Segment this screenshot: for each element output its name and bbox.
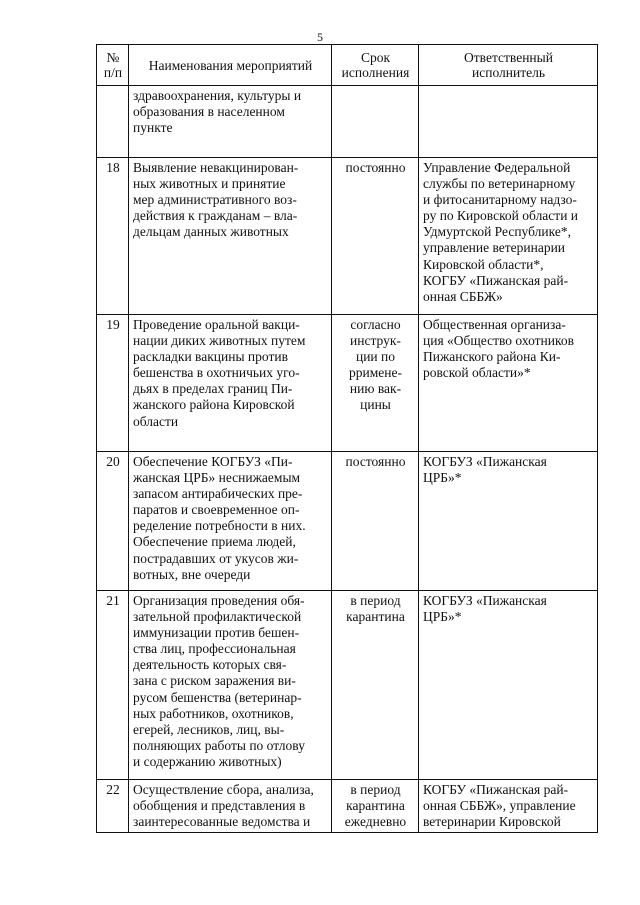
- table-row: [97, 780, 598, 833]
- row-term: в период карантина: [332, 591, 419, 780]
- row-name: здравоохранения, культуры и образования в населенном пункте: [129, 86, 332, 158]
- row-num: 20: [97, 452, 129, 591]
- row-responsible: [419, 86, 598, 158]
- row-term: согласно инструк- ции по pримене- нию вак- цины: [332, 315, 419, 452]
- table-row: [97, 158, 598, 315]
- row-responsible: Управление Федеральной службы по ветеринарному и фитосанитарному надзо- ру по Кировской области и Удмуртской Республике*, управление ветеринарии Кировской области*, КОГБУ «Пижанская рай- онная СББЖ»: [419, 158, 598, 315]
- table-row: [97, 452, 598, 591]
- row-num: [97, 86, 129, 158]
- row-name: Обеспечение КОГБУЗ «Пи- жанская ЦРБ» неснижаемым запасом антирабических пре- паратов и своевременное оп- ределение потребности в них. Обеспечение приема людей, пострадавших от укусов жи- вотных, вне очереди: [129, 452, 332, 591]
- row-num: 19: [97, 315, 129, 452]
- row-name: Проведение оральной вакци- нации диких животных путем раскладки вакцины против бешенства в охотничьих уго- дьях в пределах границ Пи- жанского района Кировской области: [129, 315, 332, 452]
- row-term: постоянно: [332, 452, 419, 591]
- header-responsible: Ответственный исполнитель: [419, 45, 598, 86]
- table-header-row: [97, 45, 598, 86]
- row-responsible: КОГБУ «Пижанская рай- онная СББЖ», управление ветеринарии Кировской: [419, 780, 598, 833]
- row-term: в период карантина ежедневно: [332, 780, 419, 833]
- row-num: 18: [97, 158, 129, 315]
- row-name: Организация проведения обя- зательной профилактической иммунизации против бешен- ства лиц, профессиональная деятельность которых свя- зана с риском заражения ви- русом бешенства (ветеринар- ных работников, охотников, егерей, лесников, лиц, вы- полняющих работы по отлову и содержанию животных): [129, 591, 332, 780]
- table-row: [97, 315, 598, 452]
- header-term: Срок исполнения: [332, 45, 419, 86]
- row-responsible: КОГБУЗ «Пижанская ЦРБ»*: [419, 591, 598, 780]
- row-term: [332, 86, 419, 158]
- header-num: № п/п: [97, 45, 129, 86]
- page-number: 5: [317, 30, 323, 44]
- row-responsible: КОГБУЗ «Пижанская ЦРБ»*: [419, 452, 598, 591]
- row-responsible: Общественная организа- ция «Общество охотников Пижанского района Ки- ровской области»*: [419, 315, 598, 452]
- table-row: [97, 591, 598, 780]
- row-name: Выявление невакцинирован- ных животных и принятие мер административного воз- действия к гражданам – вла- дельцам данных животных: [129, 158, 332, 315]
- row-name: Осуществление сбора, анализа, обобщения и представления в заинтересованные ведомства и: [129, 780, 332, 833]
- measures-table: [96, 44, 598, 833]
- header-name: Наименования мероприятий: [129, 45, 332, 86]
- row-num: 21: [97, 591, 129, 780]
- row-term: постоянно: [332, 158, 419, 315]
- row-num: 22: [97, 780, 129, 833]
- table-row: [97, 86, 598, 158]
